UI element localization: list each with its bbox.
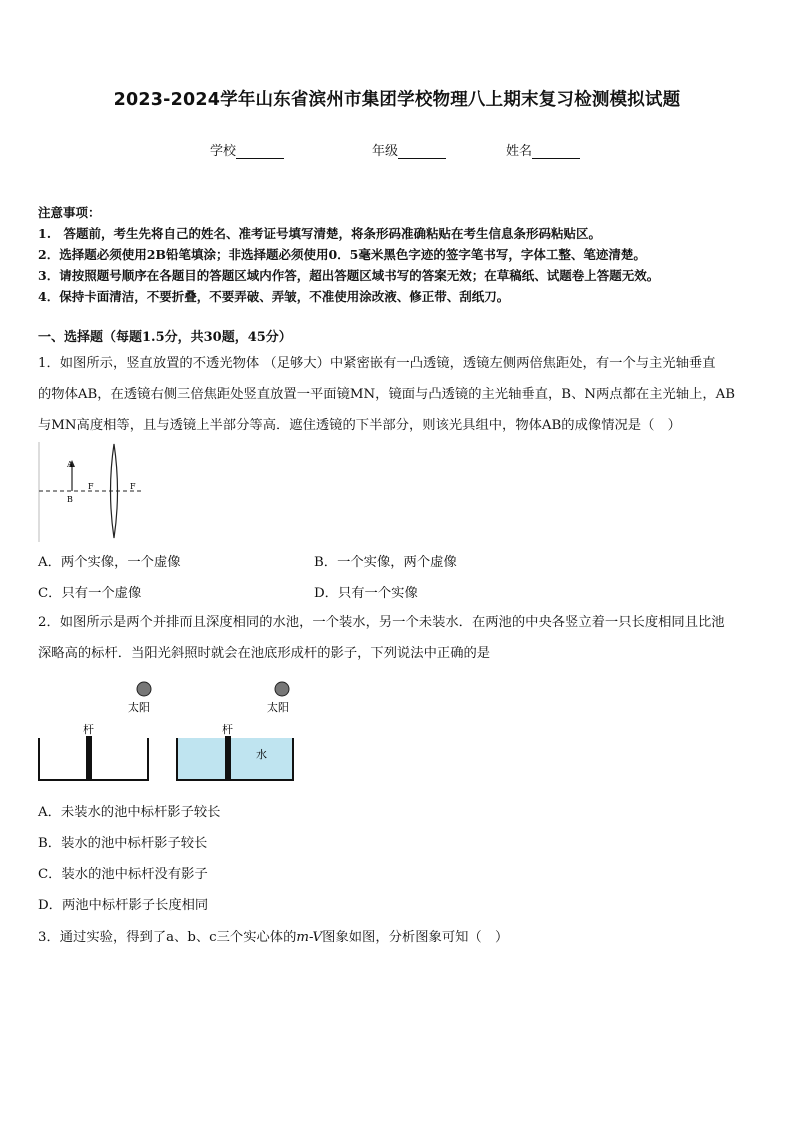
lens-diagram <box>38 440 146 544</box>
note-item: 1. 答题前，考生先将自己的姓名、准考证号填写清楚，将条形码准确粘贴在考生信息条形码粘贴区。 <box>38 226 602 241</box>
question-2-line: 2．如图所示是两个并排而且深度相同的水池，一个装水，另一个未装水．在两池的中央各竖立着一只长度相同且比池 <box>38 615 725 630</box>
page-title: 2023-2024学年山东省滨州市集团学校物理八上期末复习检测模拟试题 <box>113 90 681 110</box>
pole-left-label: 杆 <box>83 723 94 736</box>
question-1-line: 的物体AB，在透镜右侧三倍焦距处竖直放置一平面镜MN，镜面与凸透镜的主光轴垂直，B、N两点都在主光轴上，AB <box>38 387 736 402</box>
grade-field <box>372 140 446 159</box>
q1-option-c[interactable]: C．只有一个虚像 <box>38 586 142 601</box>
label-b: B <box>67 495 73 504</box>
label-f-left: F <box>88 482 94 491</box>
label-a: A <box>67 460 73 469</box>
name-label: 姓名 <box>506 144 533 159</box>
water-label: 水 <box>256 748 267 761</box>
notes-heading: 注意事项： <box>38 205 101 220</box>
label-f-right: F <box>130 482 136 491</box>
name-blank[interactable] <box>532 145 580 159</box>
q1-option-a[interactable]: A．两个实像，一个虚像 <box>38 555 181 570</box>
sun-right-icon <box>275 682 289 696</box>
sun-left-label: 太阳 <box>128 701 150 714</box>
question-3-text-before: 3．通过实验，得到了a、b、c三个实心体的 <box>38 930 297 945</box>
question-2-stem <box>38 607 756 669</box>
question-1-line: 与MN高度相等，且与透镜上半部分等高．遮住透镜的下半部分，则该光具组中，物体AB的成像情况是（ ） <box>38 418 681 433</box>
q1-option-b[interactable]: B．一个实像，两个虚像 <box>314 555 457 570</box>
pool-diagram <box>36 678 300 786</box>
water-fill <box>177 738 293 780</box>
section-heading: 一、选择题（每题1.5分，共30题，45分） <box>38 330 292 345</box>
pole-left <box>86 736 92 780</box>
note-item: 4．保持卡面清洁，不要折叠，不要弄破、弄皱，不准使用涂改液、修正带、刮纸刀。 <box>38 289 510 304</box>
name-field <box>506 140 580 159</box>
sun-left-icon <box>137 682 151 696</box>
q2-option-a[interactable]: A．未装水的池中标杆影子较长 <box>38 805 221 820</box>
question-3-math: m-V <box>296 930 323 945</box>
school-label: 学校 <box>210 144 237 159</box>
q2-option-c[interactable]: C．装水的池中标杆没有影子 <box>38 867 208 882</box>
question-1-stem <box>38 348 756 441</box>
grade-label: 年级 <box>372 144 399 159</box>
question-3-stem <box>38 926 508 945</box>
question-3-text-after: 图象如图，分析图象可知（ ） <box>322 930 509 945</box>
school-field <box>210 140 284 159</box>
question-2-line: 深略高的标杆．当阳光斜照时就会在池底形成杆的影子，下列说法中正确的是 <box>38 646 491 661</box>
school-blank[interactable] <box>236 145 284 159</box>
empty-pool <box>39 738 148 780</box>
sun-right-label: 太阳 <box>267 701 289 714</box>
note-item: 3．请按照题号顺序在各题目的答题区域内作答，超出答题区域书写的答案无效；在草稿纸、试题卷上答题无效。 <box>38 268 660 283</box>
grade-blank[interactable] <box>398 145 446 159</box>
q1-option-d[interactable]: D．只有一个实像 <box>314 586 418 601</box>
q2-option-d[interactable]: D．两池中标杆影子长度相同 <box>38 898 209 913</box>
note-item: 2．选择题必须使用2B铅笔填涂；非选择题必须使用0．5毫米黑色字迹的签字笔书写，字体工整、笔迹清楚。 <box>38 247 646 262</box>
question-1-line: 1．如图所示，竖直放置的不透光物体 （足够大）中紧密嵌有一凸透镜，透镜左侧两倍焦距处，有一个与主光轴垂直 <box>38 356 716 371</box>
q2-option-b[interactable]: B．装水的池中标杆影子较长 <box>38 836 208 851</box>
pole-right-label: 杆 <box>222 723 233 736</box>
notes-block <box>38 202 659 307</box>
pole-right <box>225 736 231 780</box>
